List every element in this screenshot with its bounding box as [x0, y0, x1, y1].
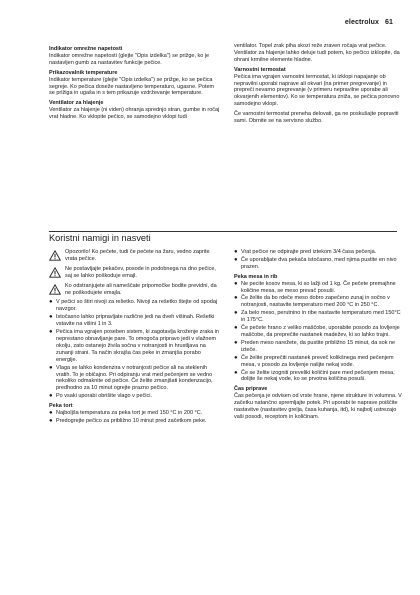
bullet-text: Vrat pečice ne odpirajte pred iztekom 3/4 časa pečenja.: [241, 249, 377, 255]
bullet-dot: ●: [234, 249, 238, 255]
warning-text: Ko odstranjujete ali nameščate pripomočke bodite previdni, da ne poškodujete emajla.: [65, 282, 217, 296]
bullet-text: Vlaga se lahko kondenzira v notranjosti pečice ali na steklenih vratih. To je običajno. Pri odpiranju vrat med pečenjem se vedno nekoliko odmaknite od pečice. Če želite zmanjšati kondenzacijo, predhodno za 10 minut ogrejte prazno pečico.: [56, 364, 213, 392]
paragraph: Pečica ima vgrajen varnostni termostat, ki izklopi napajanje ob nepravilni uporabi naprave ali okvari (na primer pregrevanje) in prepreči nevarno pregrevanje (v primeru nepravilne uporabe ali okvarjenih elementov). Ko se temperatura zniža, se pečica ponovno samodejno vklopi.: [234, 73, 400, 108]
bullet-dot: ●: [49, 417, 53, 424]
bullet-text: Istočasno lahko pripravljate različne jedi na dveh višinah. Rešetki vstavite na višini 1 in 3.: [56, 314, 215, 328]
bullet-item: [49, 299, 221, 313]
paragraph: Indikator omrežne napetosti (glejte "Opis izdelka") se prižge, ko je nastavljen gumb za nastavitev funkcije pečice.: [49, 52, 210, 66]
warning-triangle-icon: [49, 250, 61, 261]
bullet-text: Če uporabljate dva pekača istočasno, med njima pustite en nivo prazen.: [241, 256, 397, 270]
bullet-dot: ●: [49, 329, 53, 336]
section-divider: [49, 231, 397, 232]
subheading: Peka tort: [49, 403, 73, 410]
left-column-top: [49, 43, 221, 124]
warning-text: Ne postavljajte pekačev, posode in podobnega na dno pečice, saj se lahko poškoduje emajl.: [65, 265, 216, 279]
paragraph: Čas pečenja je odvisen od vrste hrane, njene strukture in volumna. V začetku natančno spremljajte potek. Pri uporabi te naprave poiščite nastavitve (nastavitev grelja, časa kuhanja, itd), ki najbolj ustrezajo vaši posodi, receptom in količinam.: [234, 393, 402, 420]
bullet-text: Ne pecite kosov mesa, ki so lažji od 1 kg. Če pečete premajhne količine mesa, se meso prevač posuši.: [241, 280, 396, 294]
bullet-dot: ●: [234, 369, 238, 376]
subheading: Prikazovalnik temperature: [49, 69, 118, 76]
subheading: Ventilator za hlajenje: [49, 100, 104, 107]
right-column-bottom: [234, 249, 406, 424]
bullet-text: Če se želite izogniti preveliki količini pare med pečenjem mesa, dolijte še nekaj vode, ko se prvotna količina posuši.: [241, 369, 395, 383]
page-header: [345, 19, 393, 26]
bullet-item: [234, 249, 406, 256]
left-column-bottom: [49, 249, 221, 426]
subheading: Peka mesa in rib: [234, 273, 278, 280]
warning-note: [49, 266, 221, 280]
warning-text: Opozorilo! Ko pečete, tudi če pečete na žaru, vedno zaprite vrata pečice.: [65, 249, 210, 262]
bullet-dot: ●: [234, 339, 238, 346]
warning-note: [49, 283, 221, 297]
paragraph: Ventilator za hlajenje (ni viden) ohranja sprednjo stran, gumbe in ročaj vrat hladne. Ko vklopite pečico, se samodejno vklopi tudi: [49, 107, 220, 121]
bullet-item: [234, 370, 406, 384]
bullet-item: [234, 355, 406, 369]
bullet-dot: ●: [49, 410, 53, 417]
bullet-dot: ●: [234, 310, 238, 317]
right-column-top: [234, 43, 406, 128]
bullet-item: [234, 281, 406, 295]
bullet-text: Če želite da bo rdeče meso dobro zapečeno zunaj in sočno v notranjosti, nastavite temperaturo med 200 °C in 250 °C.: [241, 295, 390, 309]
bullet-item: [234, 295, 406, 309]
bullet-text: Če pečete hrano z veliko maščobe, uporabite posodo za lovljenje maščobe, da preprečite nastanek madežev, ki so lahko trajni.: [241, 325, 400, 338]
bullet-text: V pečici so štiri nivoji za rešetko. Nivoji za rešetko štejte od spodaj navzgor.: [56, 299, 218, 313]
bullet-dot: ●: [49, 364, 53, 371]
bullet-item: [49, 418, 221, 425]
bullet-item: [49, 365, 221, 393]
page-number: 61: [385, 19, 393, 26]
subheading: Indikator omrežne napetosti: [49, 46, 123, 52]
bullet-dot: ●: [234, 325, 238, 332]
warning-triangle-icon: [49, 284, 61, 295]
bullet-dot: ●: [49, 299, 53, 306]
bullet-item: [49, 329, 221, 364]
bullet-item: [234, 325, 406, 339]
subheading: Čas priprave: [234, 386, 268, 393]
paragraph: Indikator temperature (glejte "Opis izdelka") se prižge, ko se pečica segreje. Ko pečica doseže nastavljeno temperaturo, ugasne. Potem se prižiga in ugaša in s tem prikazuje vzdrževanje temperature.: [49, 76, 215, 97]
paragraph: ventilator. Topel zrak piha skozi reže zraven ročaja vrat pečice. Ventilator za hlajenje lahko deluje tudi potem, ko pečico izklopite, da ohrani krmilne elemente hladne.: [234, 43, 400, 63]
bullet-text: Za belo meso, perutnino in ribe nastavite temperaturo med 150°C in 175°C.: [241, 310, 401, 324]
bullet-dot: ●: [234, 280, 238, 287]
bullet-text: Če želite preprečiti nastanek preveč kolikšnega med pečenjem mesa, v posodo za lovljenje nalijte nekaj vode.: [241, 354, 394, 368]
bullet-text: Najboljša temperatura za peka tort je med 150 °C in 200 °C.: [56, 410, 203, 417]
bullet-text: Preden meso narežete, da pustite približno 15 minut, da sok ne izteče.: [241, 339, 396, 353]
warning-triangle-icon: [49, 267, 61, 278]
bullet-item: [49, 410, 221, 417]
warning-note: [49, 249, 221, 263]
bullet-text: Predogrejte pečico za približno 10 minut pred začetkom peke.: [56, 417, 207, 424]
bullet-dot: ●: [234, 256, 238, 263]
bullet-dot: ●: [49, 393, 53, 400]
bullet-item: [49, 393, 221, 400]
bullet-item: [49, 314, 221, 328]
bullet-item: [234, 310, 406, 324]
bullet-dot: ●: [49, 314, 53, 321]
bullet-item: [234, 340, 406, 354]
bullet-dot: ●: [234, 354, 238, 361]
subheading: Varnostni termostat: [234, 66, 286, 73]
bullet-dot: ●: [234, 295, 238, 302]
paragraph: Če varnostni termostat preneha delovati, ga ne poskušajte popraviti sami. Obrnite se na servisno službo.: [234, 111, 399, 125]
bullet-text: Pečica ima vgrajen poseben sistem, ki zagotavlja kroženje zraka in neprestano obnavljanje pare. To omogoča pripravo jedi v vlažnem okolju, zato ostanejo živila sočna v notranjosti in hrustljava na zunanji strani. Ta način skrajša čas peke in zmanjša porabo energije.: [56, 329, 219, 363]
brand-label: electrolux: [344, 19, 379, 26]
bullet-item: [234, 257, 406, 271]
bullet-text: Po vsaki uporabi obrišite vlago v pečici.: [56, 393, 152, 400]
section-title: Koristni namigi in nasveti: [49, 233, 151, 243]
